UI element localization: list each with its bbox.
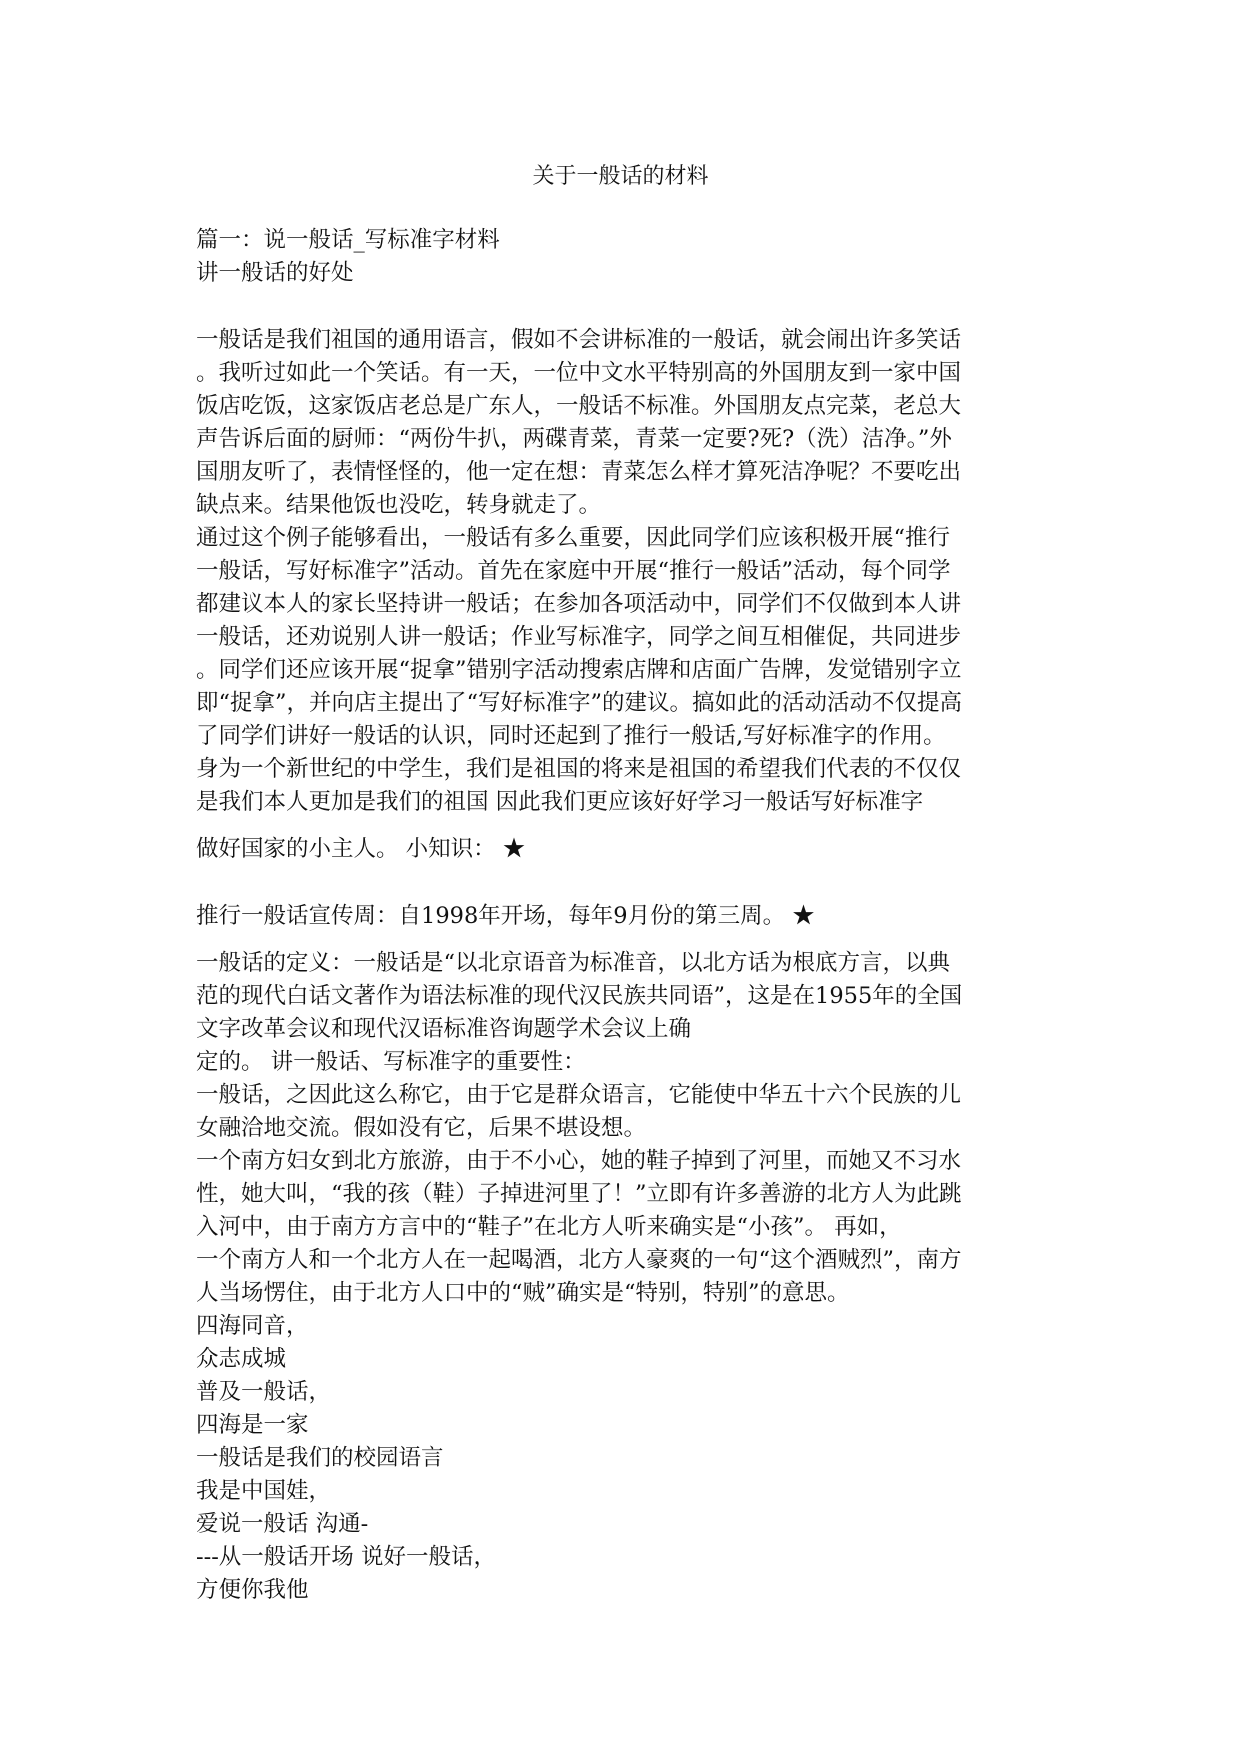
paragraph-line: 了同学们讲好一般话的认识，同时还起到了推行一般话,写好标准字的作用。 [196, 723, 946, 749]
paragraph-line: 即“捉拿”，并向店主提出了“写好标准字”的建议。搞如此的活动活动不仅提高 [196, 690, 963, 716]
slogan-line: 方便你我他 [196, 1577, 309, 1603]
slogan-line: 普及一般话， [196, 1379, 332, 1405]
paragraph-line: 推行一般话宣传周：自1998年开场，每年9月份的第三周。 ★ [196, 903, 815, 929]
paragraph-line: 饭店吃饭，这家饭店老总是广东人，一般话不标准。外国朋友点完菜，老总大 [196, 393, 962, 419]
paragraph-line: 缺点来。结果他饭也没吃，转身就走了。 [196, 492, 602, 518]
paragraph-line: 一般话，还劝说别人讲一般话；作业写标准字，同学之间互相催促，共同进步 [196, 624, 962, 650]
paragraph-line: 通过这个例子能够看出，一般话有多么重要，因此同学们应该积极开展“推行 [196, 525, 951, 551]
slogan-line: ---从一般话开场 说好一般话， [196, 1544, 496, 1570]
paragraph-line: 女融洽地交流。假如没有它，后果不堪设想。 [196, 1115, 647, 1141]
slogan-line: 爱说一般话 沟通- [196, 1511, 369, 1537]
paragraph-line: 。我听过如此一个笑话。有一天，一位中文水平特别高的外国朋友到一家中国 [196, 360, 962, 386]
paragraph-line: 入河中，由于南方方言中的“鞋子”在北方人听来确实是“小孩”。 再如， [196, 1214, 902, 1240]
paragraph-line: 国朋友听了，表情怪怪的，他一定在想：青菜怎么样才算死洁净呢？不要吃出 [196, 459, 962, 485]
slogan-line: 我是中国娃， [196, 1478, 332, 1504]
paragraph-line: 定的。 讲一般话、写标准字的重要性： [196, 1049, 586, 1075]
paragraph-line: 做好国家的小主人。 小知识： ★ [196, 836, 526, 862]
paragraph-line: 都建议本人的家长坚持讲一般话；在参加各项活动中，同学们不仅做到本人讲 [196, 591, 962, 617]
slogan-line: 众志成城 [196, 1346, 287, 1372]
slogan-line: 四海同音， [196, 1313, 309, 1339]
section-heading: 篇一：说一般话_写标准字材料 [196, 227, 500, 253]
paragraph-line: 声告诉后面的厨师：“两份牛扒，两碟青菜，青菜一定要?死?（洗）洁净。”外 [196, 426, 952, 452]
slogan-line: 一般话是我们的校园语言 [196, 1445, 444, 1471]
paragraph-line: 一般话，之因此这么称它，由于它是群众语言，它能使中华五十六个民族的儿 [196, 1082, 962, 1108]
slogan-line: 四海是一家 [196, 1412, 309, 1438]
paragraph-line: 范的现代白话文著作为语法标准的现代汉民族共同语”，这是在1955年的全国 [196, 983, 963, 1009]
paragraph-line: 一般话的定义：一般话是“以北京语音为标准音，以北方话为根底方言，以典 [196, 950, 951, 976]
paragraph-line: 一个南方妇女到北方旅游，由于不小心，她的鞋子掉到了河里，而她又不习水 [196, 1148, 962, 1174]
paragraph-line: 文字改革会议和现代汉语标准咨询题学术会议上确 [196, 1016, 692, 1042]
paragraph-line: 人当场愣住，由于北方人口中的“贼”确实是“特别，特别”的意思。 [196, 1280, 850, 1306]
subheading: 讲一般话的好处 [196, 260, 354, 286]
document-title: 关于一般话的材料 [532, 164, 709, 189]
paragraph-line: 身为一个新世纪的中学生，我们是祖国的将来是祖国的希望我们代表的不仅仅 [196, 756, 962, 782]
paragraph-line: 。同学们还应该开展“捉拿”错别字活动搜索店牌和店面广告牌，发觉错别字立 [196, 657, 962, 683]
paragraph-line: 一般话，写好标准字”活动。首先在家庭中开展“推行一般话”活动，每个同学 [196, 558, 951, 584]
paragraph-line: 是我们本人更加是我们的祖国 因此我们更应该好好学习一般话写好标准字 [196, 789, 924, 815]
document-body [196, 224, 1056, 1607]
paragraph-line: 性，她大叫，“我的孩（鞋）子掉进河里了！”立即有许多善游的北方人为此跳 [196, 1181, 962, 1207]
paragraph-line: 一个南方人和一个北方人在一起喝酒，北方人豪爽的一句“这个酒贼烈”，南方 [196, 1247, 962, 1273]
paragraph-line: 一般话是我们祖国的通用语言，假如不会讲标准的一般话，就会闹出许多笑话 [196, 327, 962, 353]
